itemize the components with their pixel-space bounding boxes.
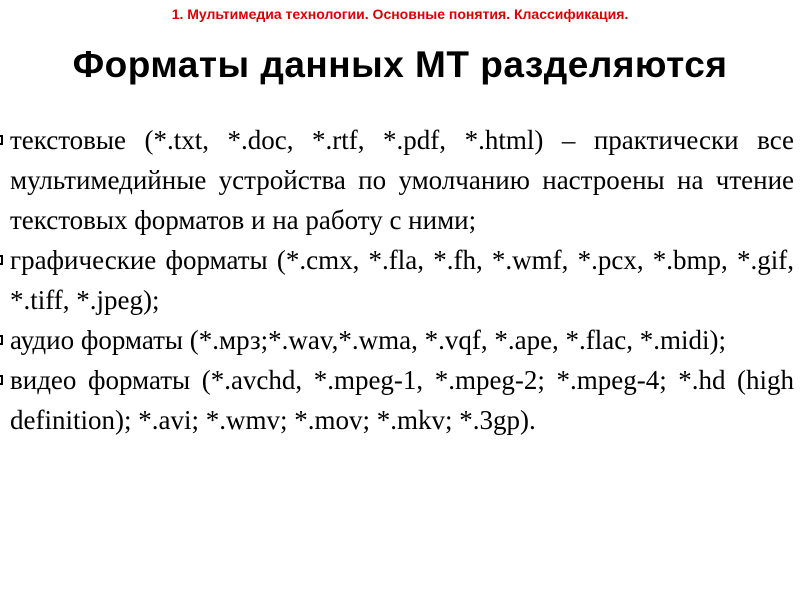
bullet-icon [0, 335, 3, 345]
bullet-item-audio-formats [2, 320, 794, 360]
section-header: 1. Мультимедиа технологии. Основные понятия. Классификация. [171, 6, 629, 22]
bullet-text: графические форматы (*.cmx, *.fla, *.fh, *.wmf, *.pcx, *.bmp, *.gif, *.tiff, *.jpeg); [10, 245, 794, 315]
bullet-text: видео форматы (*.avchd, *.mpeg-1, *.mpeg-2; *.mpeg-4; *.hd (high definition); *.avi; *.wmv; *.mov; *.mkv; *.3gp). [10, 365, 794, 435]
bullet-item-text-formats [2, 120, 794, 240]
bullet-icon [0, 255, 3, 265]
slide-title: Форматы данных МТ разделяются [72, 44, 728, 85]
bullet-item-graphic-formats [2, 240, 794, 320]
bullet-item-video-formats [2, 360, 794, 440]
bullet-icon [0, 375, 3, 385]
bullet-list [2, 120, 794, 440]
bullet-text: аудио форматы (*.мрз;*.wav,*.wma, *.vqf, *.ape, *.flac, *.midi); [10, 325, 727, 355]
bullet-text: текстовые (*.txt, *.doc, *.rtf, *.pdf, *.html) – практически все мультимедийные устройства по умолчанию настроены на чтение текстовых форматов и на работу с ними; [10, 125, 794, 235]
bullet-icon [0, 135, 3, 145]
